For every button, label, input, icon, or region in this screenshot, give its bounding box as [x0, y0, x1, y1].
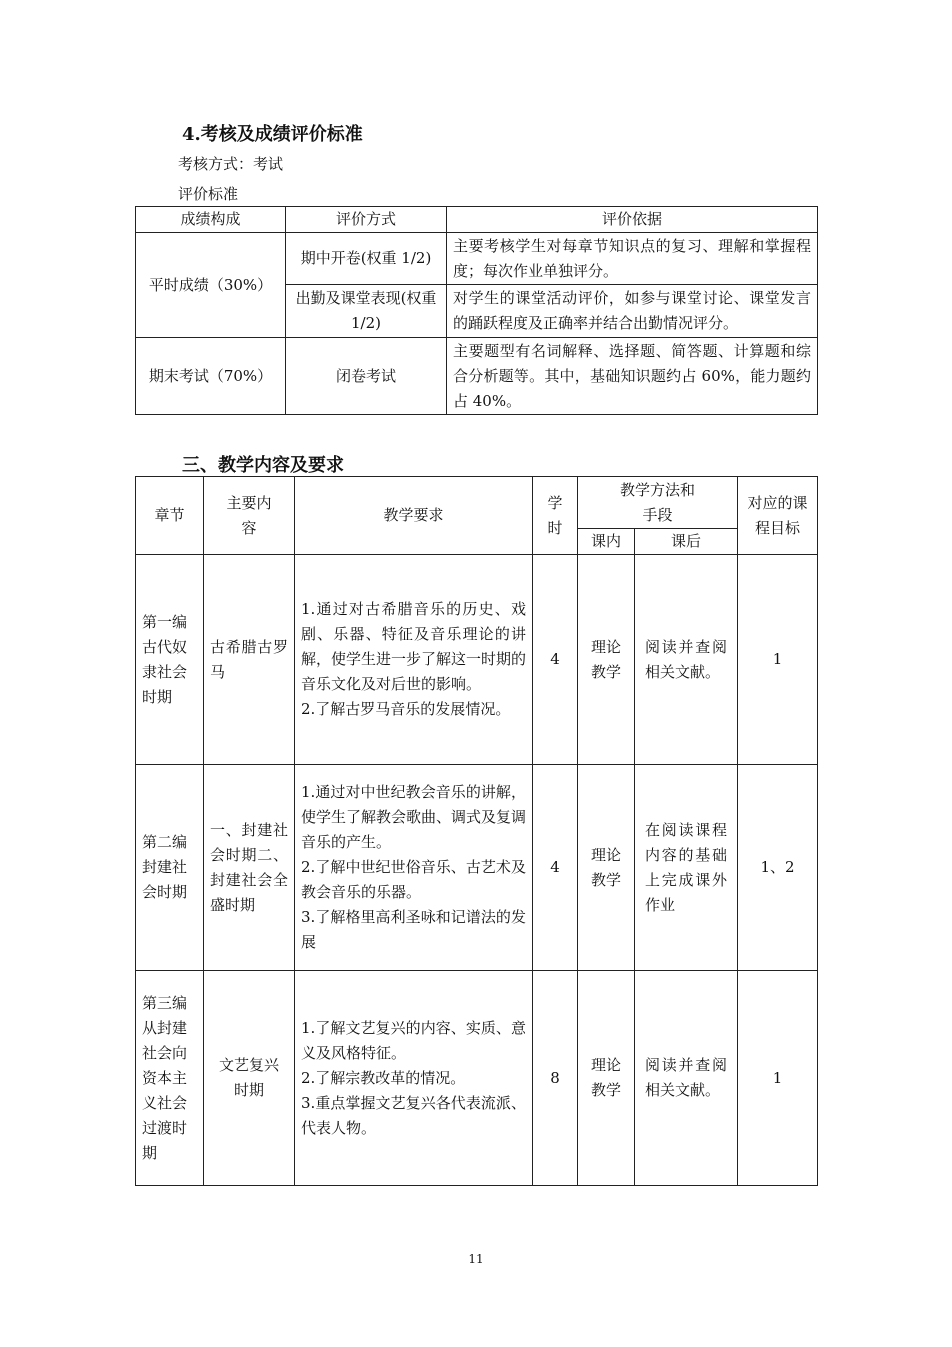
- requirement-item: 2.了解古罗马音乐的发展情况。: [301, 700, 511, 718]
- in-class-cell: 理论教学: [578, 971, 635, 1186]
- requirement-item: 1.通过对中世纪教会音乐的讲解，使学生了解教会歌曲、调式及复调音乐的产生。: [301, 783, 527, 851]
- header-objective: 对应的课程目标: [738, 477, 818, 555]
- requirements-cell: [295, 555, 533, 765]
- hours-cell: 4: [533, 555, 578, 765]
- hours-cell: 4: [533, 765, 578, 971]
- chapter-cell: 第二编封建社会时期: [136, 765, 204, 971]
- basis-cell: 主要题型有名词解释、选择题、简答题、计算题和综合分析题等。其中，基础知识题约占 60%，能力题约占 40%。: [447, 338, 818, 415]
- content-cell: 一、封建社会时期二、封建社会全盛时期: [204, 765, 295, 971]
- requirement-item: 1.通过对古希腊音乐的历史、戏剧、乐器、特征及音乐理论的讲解，使学生进一步了解这一时期的音乐文化及对后世的影响。: [301, 600, 527, 693]
- method-cell: 出勤及课堂表现(权重 1/2): [286, 285, 447, 338]
- header-chapter: 章节: [136, 477, 204, 555]
- requirements-cell: [295, 765, 533, 971]
- grade-component-cell: 平时成绩（30%）: [136, 233, 286, 338]
- section-heading-assessment: 4.考核及成绩评价标准: [182, 124, 363, 145]
- after-class-cell: 在阅读课程内容的基础上完成课外作业: [635, 765, 738, 971]
- header-in-class: 课内: [578, 529, 635, 555]
- header-cell: 评价依据: [447, 207, 818, 233]
- section-heading-content: 三、教学内容及要求: [182, 455, 344, 476]
- chapter-cell: 第三编从封建社会向资本主义社会过渡时期: [136, 971, 204, 1186]
- in-class-cell: 理论教学: [578, 555, 635, 765]
- header-hours: 学时: [533, 477, 578, 555]
- requirements-cell: [295, 971, 533, 1186]
- assessment-table: [135, 206, 818, 415]
- assessment-method-line: 考核方式：考试: [178, 155, 284, 173]
- header-cell: 成绩构成: [136, 207, 286, 233]
- basis-cell: 主要考核学生对每章节知识点的复习、理解和掌握程度；每次作业单独评分。: [447, 233, 818, 285]
- in-class-cell: 理论教学: [578, 765, 635, 971]
- header-content: 主要内容: [204, 477, 295, 555]
- header-after-class: 课后: [635, 529, 738, 555]
- teaching-content-table: [135, 476, 818, 1186]
- method-cell: 期中开卷(权重 1/2): [286, 233, 447, 285]
- basis-cell: 对学生的课堂活动评价，如参与课堂讨论、课堂发言的踊跃程度及正确率并结合出勤情况评分。: [447, 285, 818, 338]
- header-requirements: 教学要求: [295, 477, 533, 555]
- objective-cell: 1: [738, 971, 818, 1186]
- requirement-item: 1.了解文艺复兴的内容、实质、意义及风格特征。: [301, 1018, 526, 1062]
- page-number: 11: [468, 1252, 484, 1266]
- requirement-item: 3.了解格里高利圣咏和记谱法的发展: [301, 908, 526, 951]
- criteria-label: 评价标准: [178, 185, 239, 203]
- requirement-item: 3.重点掌握文艺复兴各代表流派、代表人物。: [301, 1093, 526, 1137]
- after-class-cell: 阅读并查阅相关文献。: [635, 971, 738, 1186]
- objective-cell: 1、2: [738, 765, 818, 971]
- objective-cell: 1: [738, 555, 818, 765]
- content-cell: 文艺复兴时期: [204, 971, 295, 1186]
- after-class-cell: 阅读并查阅相关文献。: [635, 555, 738, 765]
- content-cell: 古希腊古罗马: [204, 555, 295, 765]
- requirement-item: 2.了解宗教改革的情况。: [301, 1068, 466, 1087]
- chapter-cell: 第一编古代奴隶社会时期: [136, 555, 204, 765]
- header-methods: 教学方法和手段: [578, 477, 738, 529]
- grade-component-cell: 期末考试（70%）: [136, 338, 286, 415]
- header-cell: 评价方式: [286, 207, 447, 233]
- requirement-item: 2.了解中世纪世俗音乐、古艺术及教会音乐的乐器。: [301, 858, 526, 901]
- hours-cell: 8: [533, 971, 578, 1186]
- method-cell: 闭卷考试: [286, 338, 447, 415]
